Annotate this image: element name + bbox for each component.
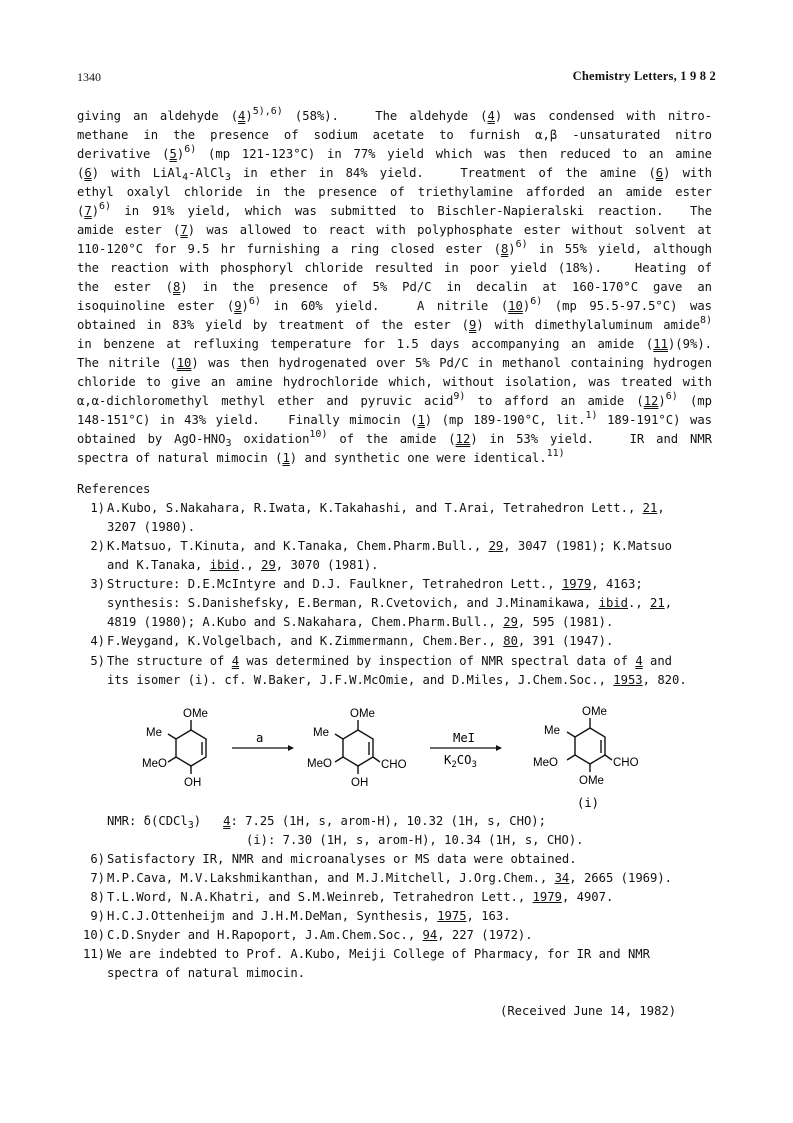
bond-me — [168, 734, 176, 739]
label-oh-1: OH — [184, 777, 202, 789]
body-line-16: α,α-dichloromethyl methyl ether and pyruvic acid$^{9)}$ to afford an amide $(12)^{6)}$ (mp — [77, 391, 712, 408]
bond-cho-3 — [605, 755, 612, 760]
body-line-3: derivative $(5)^{6)}$ (mp 121-123°C) in 77% yield which was then reduced to an amine — [77, 144, 712, 161]
body-line-5: ethyl oxalyl chloride in the presence of triethylamine afforded an amide ester — [77, 185, 712, 199]
reference-3-cont2: 4819 (1980); A.Kubo and S.Nakahara, Chem.Pharm.Bull., 29, 595 (1981). — [107, 615, 614, 629]
body-line-15: chloride to give an amine hydrochloride which, without isolation, was treated with — [77, 375, 712, 389]
label-meo-1: MeO — [142, 758, 167, 770]
label-meo-3: MeO — [533, 757, 558, 769]
label-ome-3: OMe — [582, 706, 607, 718]
body-line-6: $(7)^{6)}$ in 91% yield, which was submitted to Bischler-Napieralski reaction. The — [77, 201, 712, 218]
reference-9: 9) H.C.J.Ottenheijm and J.H.M.DeMan, Synthesis, 1975, 163. — [90, 909, 511, 923]
reference-3-cont: synthesis: S.Danishefsky, E.Berman, R.Cvetovich, and J.Minamikawa, ibid., 21, — [107, 596, 673, 610]
body-line-9: the reaction with phosphoryl chloride resulted in poor yield (18%). Heating of — [77, 261, 712, 275]
label-meo-2: MeO — [307, 758, 332, 770]
reference-10: 10) C.D.Snyder and H.Rapoport, J.Am.Chem.Soc., 94, 227 (1972). — [82, 928, 533, 942]
reference-4: 4) F.Weygand, K.Volgelbach, and K.Zimmermann, Chem.Ber., 80, 391 (1947). — [90, 634, 614, 648]
structure-isomer-i — [567, 718, 612, 772]
reference-11-cont: spectra of natural mimocin. — [107, 966, 306, 980]
body-line-1: giving an aldehyde $(4)^{5),6)}$ (58%). The aldehyde (4) was condensed with nitro- — [77, 106, 712, 123]
page-number: 1340 — [77, 70, 101, 84]
structure-intermediate — [335, 720, 380, 774]
body-line-19: spectra of natural mimocin (1) and synthetic one were identical.$^{11)}$ — [77, 448, 565, 465]
body-line-8: 110-120°C for 9.5 hr furnishing a ring closed ester $(8)^{6)}$ in 55% yield, although — [77, 239, 713, 256]
body-line-11: isoquinoline ester $(9)^{6)}$ in 60% yield. A nitrile $(10)^{6)}$ (mp 95.5-97.5°C) was — [77, 296, 713, 313]
label-isomer-i: (i) — [577, 796, 600, 810]
arrowhead-2 — [496, 745, 502, 751]
body-line-2: methane in the presence of sodium acetate to furnish α,β -unsaturated nitro — [77, 128, 712, 142]
body-line-17: 148-151°C) in 43% yield. Finally mimocin (1) (mp 189-190°C, lit.$^{1)}$ 189-191°C) was — [77, 410, 712, 427]
reference-7: 7) M.P.Cava, M.V.Lakshmikanthan, and M.J.Mitchell, J.Org.Chem., 34, 2665 (1969). — [90, 871, 673, 885]
reaction-scheme — [140, 704, 660, 816]
label-me-2: Me — [313, 727, 329, 739]
received-date: (Received June 14, 1982) — [500, 1004, 677, 1018]
body-line-4: (6) with LiAl$_4$-AlCl$_3$ in ether in 84% yield. Treatment of the amine (6) with — [77, 166, 713, 183]
reference-8: 8) T.L.Word, N.A.Khatri, and S.M.Weinreb, Tetrahedron Lett., 1979, 4907. — [90, 890, 614, 904]
reference-2-cont: and K.Tanaka, ibid., 29, 3070 (1981). — [107, 558, 379, 572]
body-line-10: the ester (8) in the presence of 5% Pd/C in decalin at 160-170°C gave an — [77, 280, 713, 294]
reference-5: 5) The structure of 4 was determined by inspection of NMR spectral data of 4 and — [90, 654, 673, 668]
body-line-18: obtained by AgO-$HNO_3$ oxidation$^{10)}$ of the amide (12) in 53% yield. IR and NMR — [77, 429, 712, 449]
body-line-13: in benzene at refluxing temperature for 1.5 days accompanying an amide (11)(9%). — [77, 337, 712, 351]
reference-1: 1) A.Kubo, S.Nakahara, R.Iwata, K.Takahashi, and T.Arai, Tetrahedron Lett., 21, — [90, 501, 665, 515]
bond-meo — [168, 757, 176, 762]
arrow-1-label: a — [256, 731, 264, 745]
structure-aldehyde-4 — [168, 720, 206, 774]
reference-1-cont: 3207 (1980). — [107, 520, 196, 534]
nmr-line-2: (i): 7.30 (1H, s, arom-H), 10.34 (1H, s, CHO). — [246, 833, 584, 847]
arrow-2-reagent: MeI — [453, 731, 476, 745]
reference-11: 11) We are indebted to Prof. A.Kubo, Meiji College of Pharmacy, for IR and NMR — [82, 947, 650, 961]
bond-cho-2 — [373, 757, 380, 762]
label-oh-2: OH — [351, 777, 369, 789]
journal-header: Chemistry Letters, 1 9 8 2 — [572, 69, 716, 83]
label-me-3: Me — [544, 725, 560, 737]
body-line-12: obtained in 83% yield by treatment of the ester (9) with dimethylaluminum amide$^{8)}$ — [77, 315, 712, 332]
references-heading: References — [77, 482, 151, 496]
bond-me-2 — [335, 734, 343, 739]
arrowhead-1 — [288, 745, 294, 751]
reference-6: 6) Satisfactory IR, NMR and microanalyses or MS data were obtained. — [90, 852, 577, 866]
nmr-line-1: NMR: δ(CDCl$_3$) 4: 7.25 (1H, s, arom-H), 10.32 (1H, s, CHO); — [107, 814, 546, 831]
reference-5-cont: its isomer (i). cf. W.Baker, J.F.W.McOmie, and D.Miles, J.Chem.Soc., 1953, 820. — [107, 673, 687, 687]
arrow-2-base: $K_2CO_3$ — [444, 753, 477, 770]
bond-meo-3 — [567, 755, 575, 760]
label-cho-2: CHO — [381, 759, 407, 771]
reference-3: 3) Structure: D.E.McIntyre and D.J. Faulkner, Tetrahedron Lett., 1979, 4163; — [90, 577, 643, 591]
reference-2: 2) K.Matsuo, T.Kinuta, and K.Tanaka, Chem.Pharm.Bull., 29, 3047 (1981); K.Matsuo — [90, 539, 673, 553]
label-me-1: Me — [146, 727, 162, 739]
label-cho-3: CHO — [613, 757, 639, 769]
label-ome-bottom-3: OMe — [579, 775, 604, 787]
label-ome-2: OMe — [350, 708, 375, 720]
label-ome-1: OMe — [183, 708, 208, 720]
body-line-7: amide ester (7) was allowed to react with polyphosphate ester without solvent at — [77, 223, 712, 237]
bond-me-3 — [567, 732, 575, 737]
bond-meo-2 — [335, 757, 343, 762]
body-line-14: The nitrile (10) was then hydrogenated over 5% Pd/C in methanol containing hydrogen — [77, 356, 712, 370]
